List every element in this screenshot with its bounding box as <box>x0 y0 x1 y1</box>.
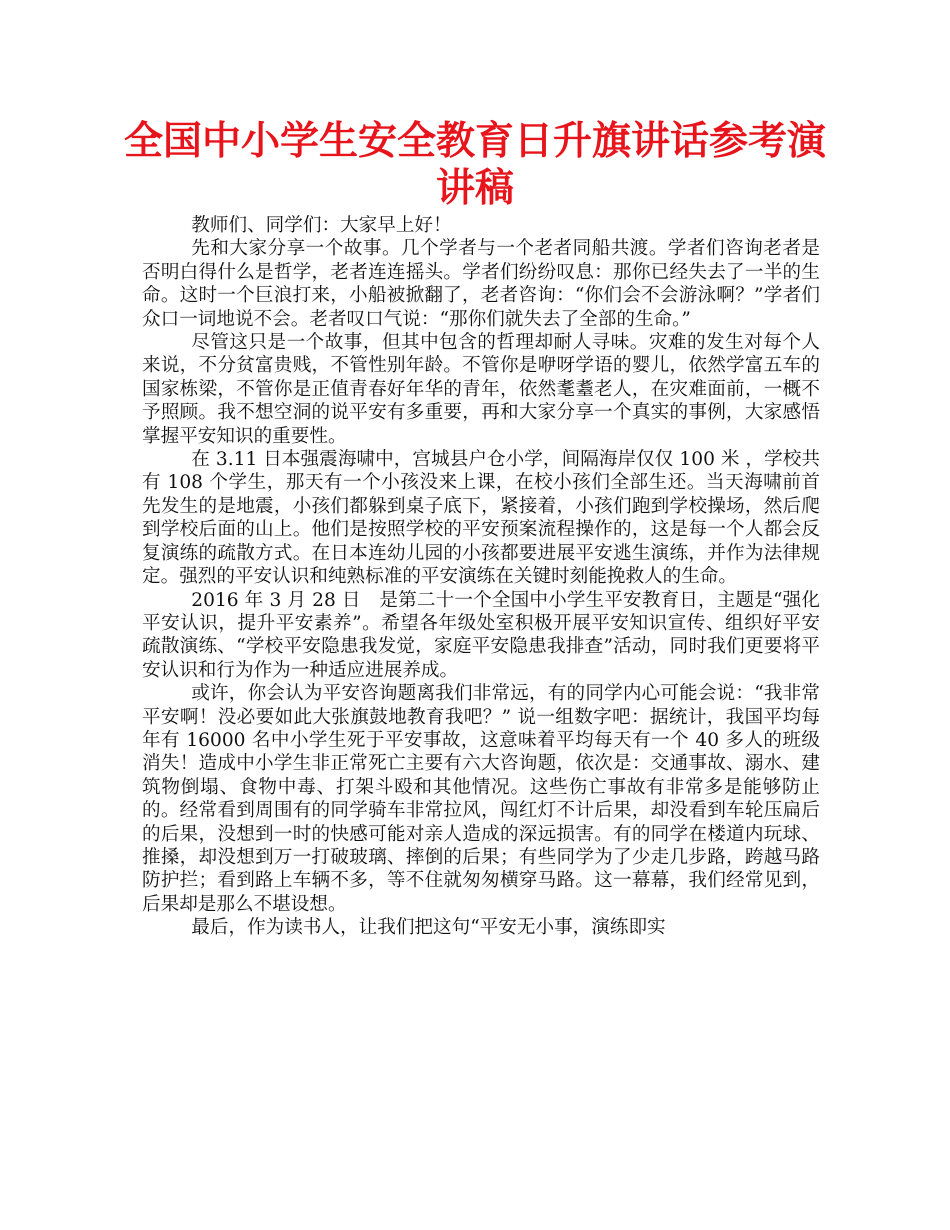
document-body <box>142 214 820 940</box>
paragraph-greeting: 教师们、同学们：大家早上好！ <box>191 215 452 236</box>
paragraph-story: 先和大家分享一个故事。几个学者与一个老者同船共渡。学者们咨询老者是否明白得什么是哲学，老者连连摇头。学者们纷纷叹息：那你已经失去了一半的生命。这时一个巨浪打来，小船被掀翻了，老者咨询：“你们会不会游泳啊？”学者们众口一词地说不会。老者叹口气说：“那你们就失去了全部的生命。” <box>142 238 820 330</box>
paragraph-japan-example: 在 3.11 日本强震海啸中，宫城县户仓小学，间隔海岸仅仅 100 米 ，学校共有 108 个学生，那天有一个小孩没来上课，在校小孩们全部生还。当天海啸前首先发生的是地震，小孩们都躲到桌子底下，紧接着，小孩们跑到学校操场，然后爬到学校后面的山上。他们是按照学校的平安预案流程操作的，这是每一个人都会反复演练的疏散方式。在日本连幼儿园的小孩都要进展平安逃生演练，并作为法律规定。强烈的平安认识和纯熟标准的平安演练在关键时刻能挽救人的生命。 <box>142 449 820 588</box>
page-title: 全国中小学生安全教育日升旗讲话参考演讲稿 <box>123 119 826 211</box>
paragraph-safety-day: 2016 年 3 月 28 日 是第二十一个全国中小学生平安教育日，主题是“强化平安认识，提升平安素养”。希望各年级处室积极开展平安知识宣传、组织好平安疏散演练、“学校平安隐患我发觉，家庭平安隐患我排查”活动，同时我们更要将平安认识和行为作为一种适应进展养成。 <box>142 589 820 681</box>
paragraph-reflection: 尽管这只是一个故事，但其中包含的哲理却耐人寻味。灾难的发生对每个人来说，不分贫富贵贱，不管性别年龄。不管你是咿呀学语的婴儿，依然学富五车的国家栋梁，不管你是正值青春好年华的青年，依然耄耋老人，在灾难面前，一概不予照顾。我不想空洞的说平安有多重要，再和大家分享一个真实的事例，大家感悟掌握平安知识的重要性。 <box>142 332 820 447</box>
paragraph-conclusion: 最后，作为读书人，让我们把这句“平安无小事，演练即实 <box>191 917 666 939</box>
paragraph-statistics: 或许，你会认为平安咨询题离我们非常远，有的同学内心可能会说：“我非常平安啊！没必要如此大张旗鼓地教育我吧？” 说一组数字吧：据统计，我国平均每年有 16000 名中小学生死于平安事故，这意味着平均每天有一个 40 多人的班级消失！造成中小学生非正常死亡主要有六大咨询题，依次是：交通事故、溺水、建筑物倒塌、食物中毒、打架斗殴和其他情况。这些伤亡事故有非常多是能够防止的。经常看到周围有的同学骑车非常拉风，闯红灯不计后果，却没看到车轮压扁后的后果，没想到一时的快感可能对亲人造成的深远损害。有的同学在楼道内玩球、推搡，却没想到万一打破玻璃、摔倒的后果；有些同学为了少走几步路，跨越马路防护拦；看到路上车辆不多，等不住就匆匆横穿马路。这一幕幕，我们经常见到，后果却是那么不堪设想。 <box>142 683 820 915</box>
